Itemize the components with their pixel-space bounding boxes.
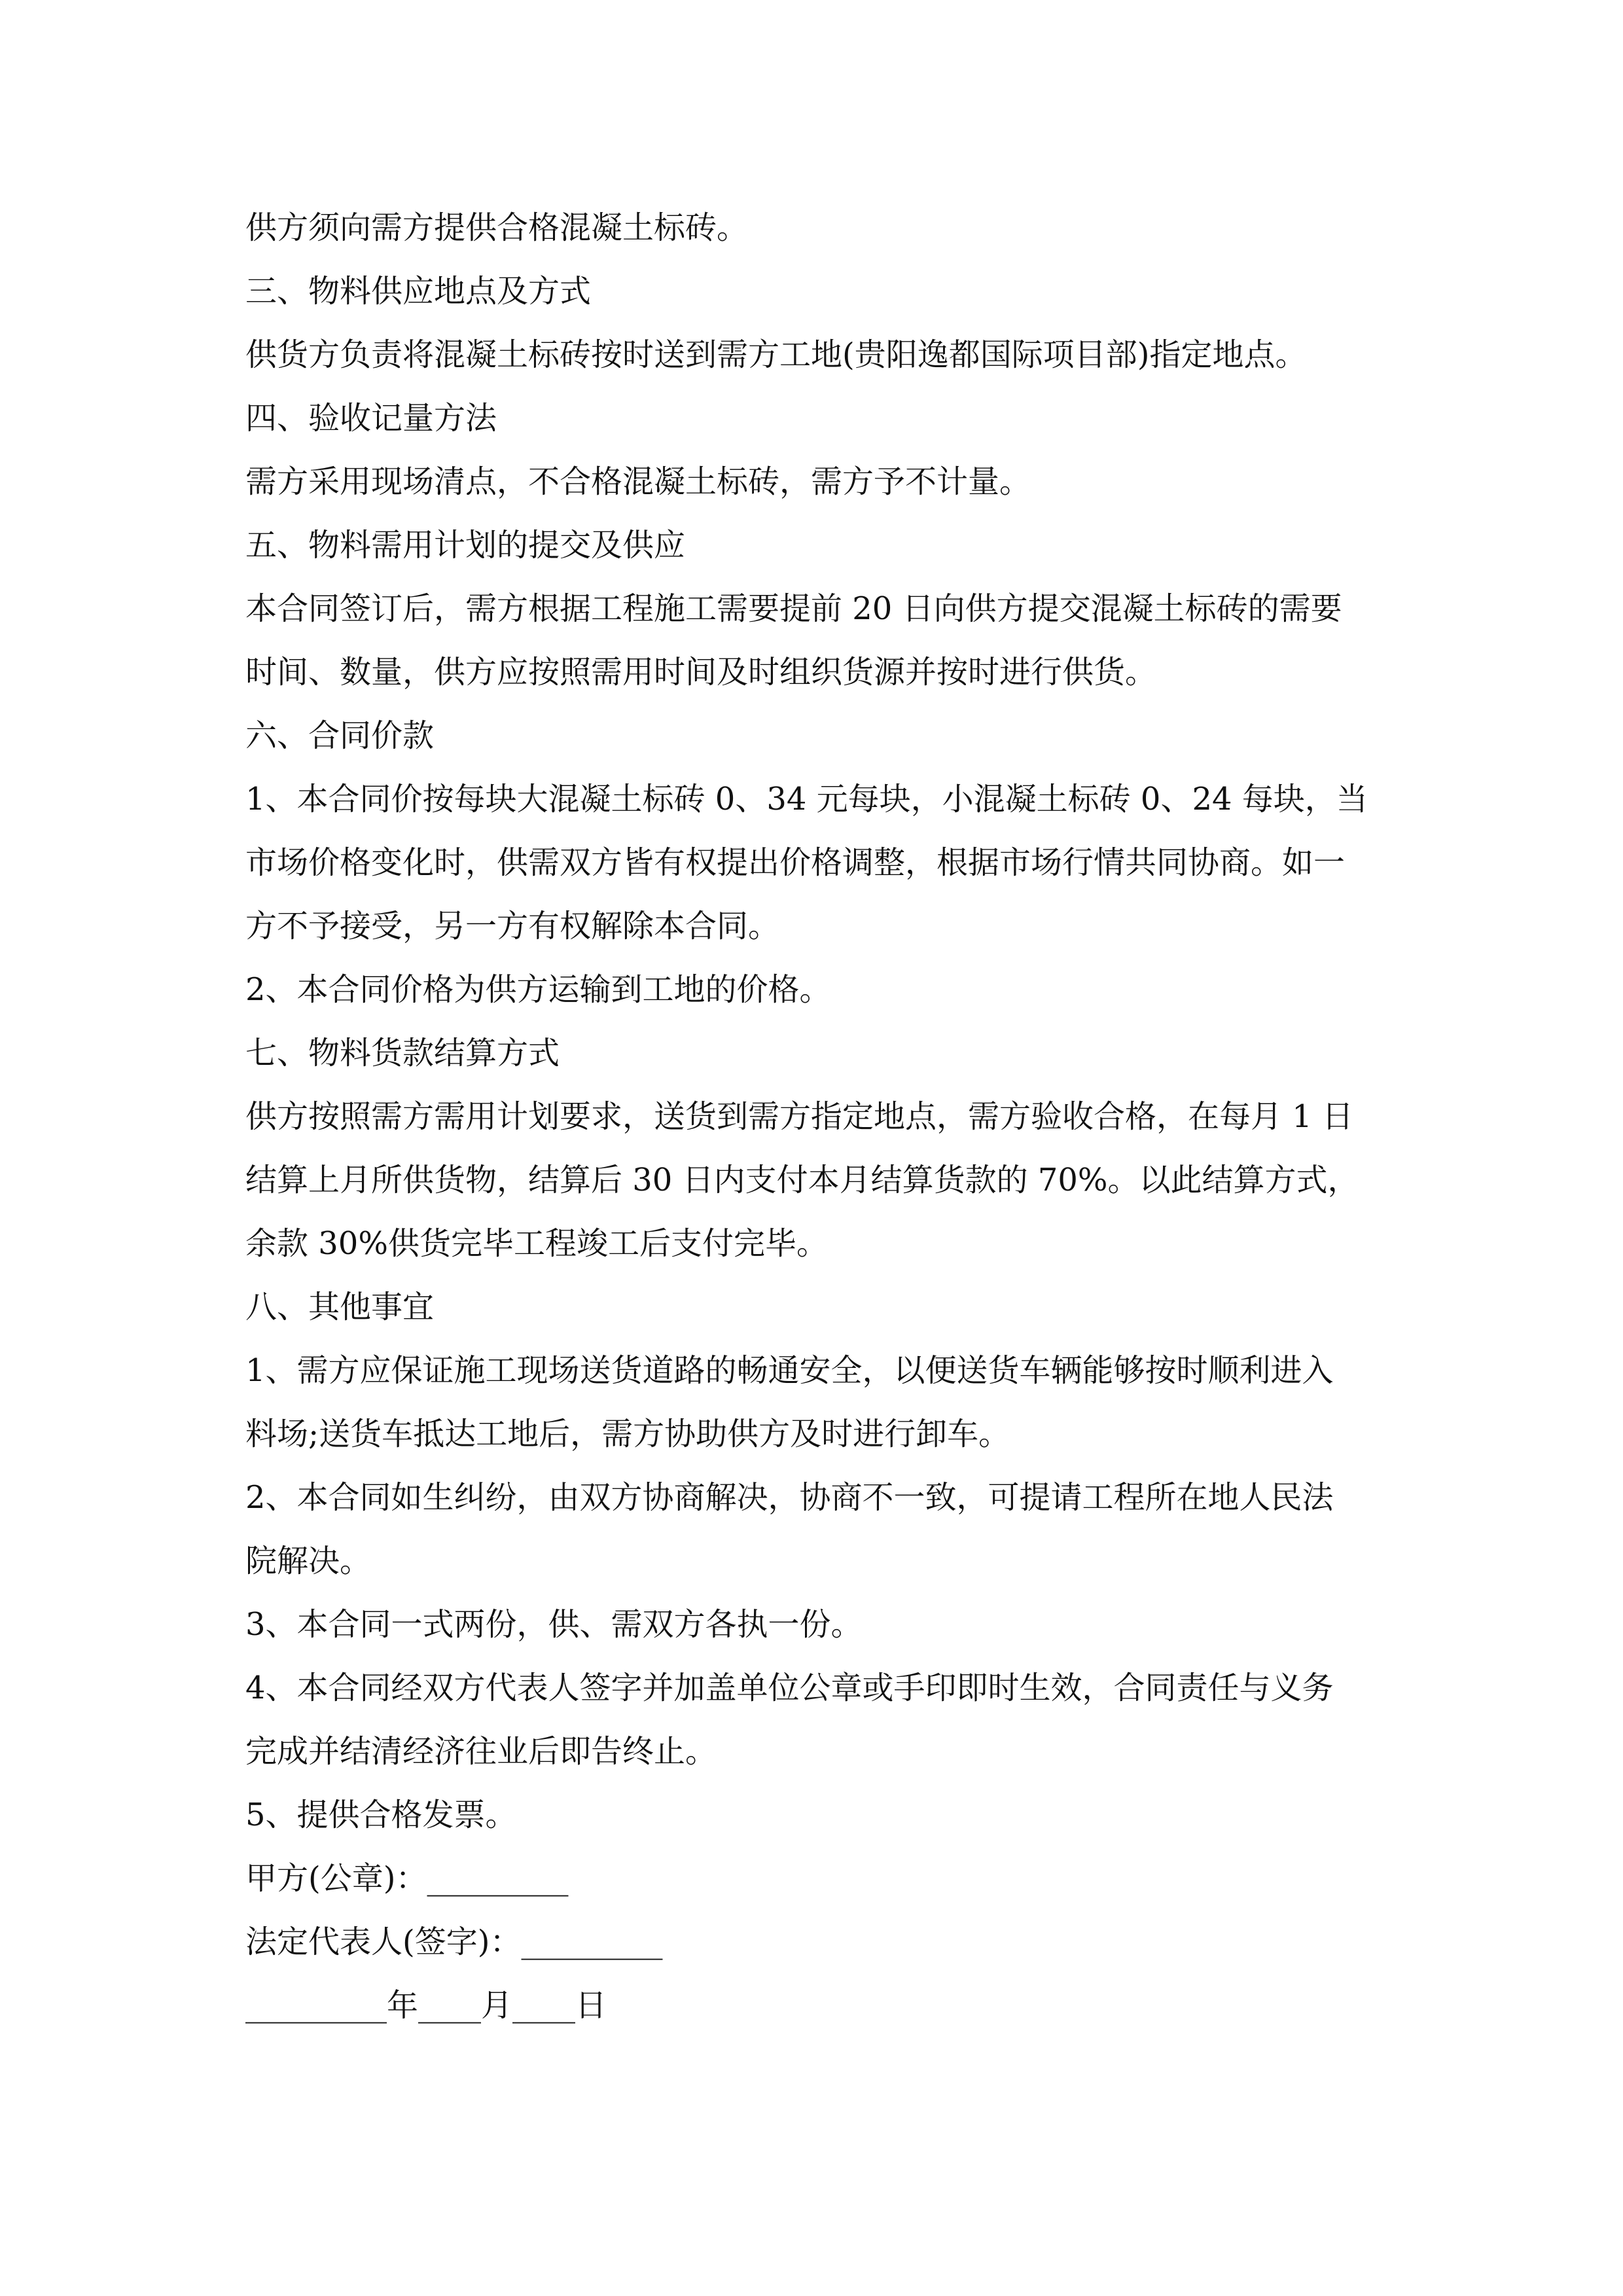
section-heading: 三、物料供应地点及方式: [245, 273, 592, 310]
date-line: _________年____月____日: [245, 1987, 607, 2024]
section-heading: 六、合同价款: [245, 717, 435, 754]
text-line: 完成并结清经济往业后即告终止。: [245, 1733, 717, 1770]
text-line: 料场;送货车抵达工地后，需方协助供方及时进行卸车。: [245, 1416, 1010, 1452]
text-line: 市场价格变化时，供需双方皆有权提出价格调整，根据市场行情共同协商。如一: [245, 844, 1346, 881]
text-line: 4、本合同经双方代表人签字并加盖单位公章或手印即时生效，合同责任与义务: [245, 1670, 1334, 1706]
text-line: 余款 30%供货完毕工程竣工后支付完毕。: [245, 1225, 828, 1262]
text-line: 2、本合同如生纠纷，由双方协商解决，协商不一致，可提请工程所在地人民法: [245, 1479, 1334, 1516]
document-body: [245, 196, 1384, 2037]
text-line: 1、需方应保证施工现场送货道路的畅通安全，以便送货车辆能够按时顺利进入: [245, 1352, 1334, 1389]
text-line: 3、本合同一式两份，供、需双方各执一份。: [245, 1606, 863, 1643]
text-line: 2、本合同价格为供方运输到工地的价格。: [245, 971, 831, 1008]
section-heading: 四、验收记量方法: [245, 400, 497, 437]
text-line: 供方须向需方提供合格混凝土标砖。: [245, 209, 749, 246]
text-line: 结算上月所供货物，结算后 30 日内支付本月结算货款的 70%。以此结算方式，: [245, 1162, 1359, 1198]
party-a-seal-line: 甲方(公章)：_________: [245, 1860, 569, 1897]
section-heading: 八、其他事宜: [245, 1289, 435, 1325]
legal-representative-line: 法定代表人(签字)：_________: [245, 1924, 663, 1960]
text-line: 5、提供合格发票。: [245, 1797, 517, 1833]
text-line: 方不予接受，另一方有权解除本合同。: [245, 908, 780, 944]
text-line: 时间、数量，供方应按照需用时间及时组织货源并按时进行供货。: [245, 654, 1157, 691]
section-heading: 五、物料需用计划的提交及供应: [245, 527, 686, 564]
text-line: 供货方负责将混凝土标砖按时送到需方工地(贵阳逸都国际项目部)指定地点。: [245, 336, 1307, 373]
section-heading: 七、物料货款结算方式: [245, 1035, 560, 1071]
text-line: 院解决。: [245, 1543, 372, 1579]
text-line: 1、本合同价按每块大混凝土标砖 0、34 元每块，小混凝土标砖 0、24 每块，当: [245, 781, 1368, 817]
text-line: 供方按照需方需用计划要求，送货到需方指定地点，需方验收合格，在每月 1 日: [245, 1098, 1354, 1135]
text-line: 本合同签订后，需方根据工程施工需要提前 20 日向供方提交混凝土标砖的需要: [245, 590, 1342, 627]
text-line: 需方采用现场清点，不合格混凝土标砖，需方予不计量。: [245, 463, 1031, 500]
